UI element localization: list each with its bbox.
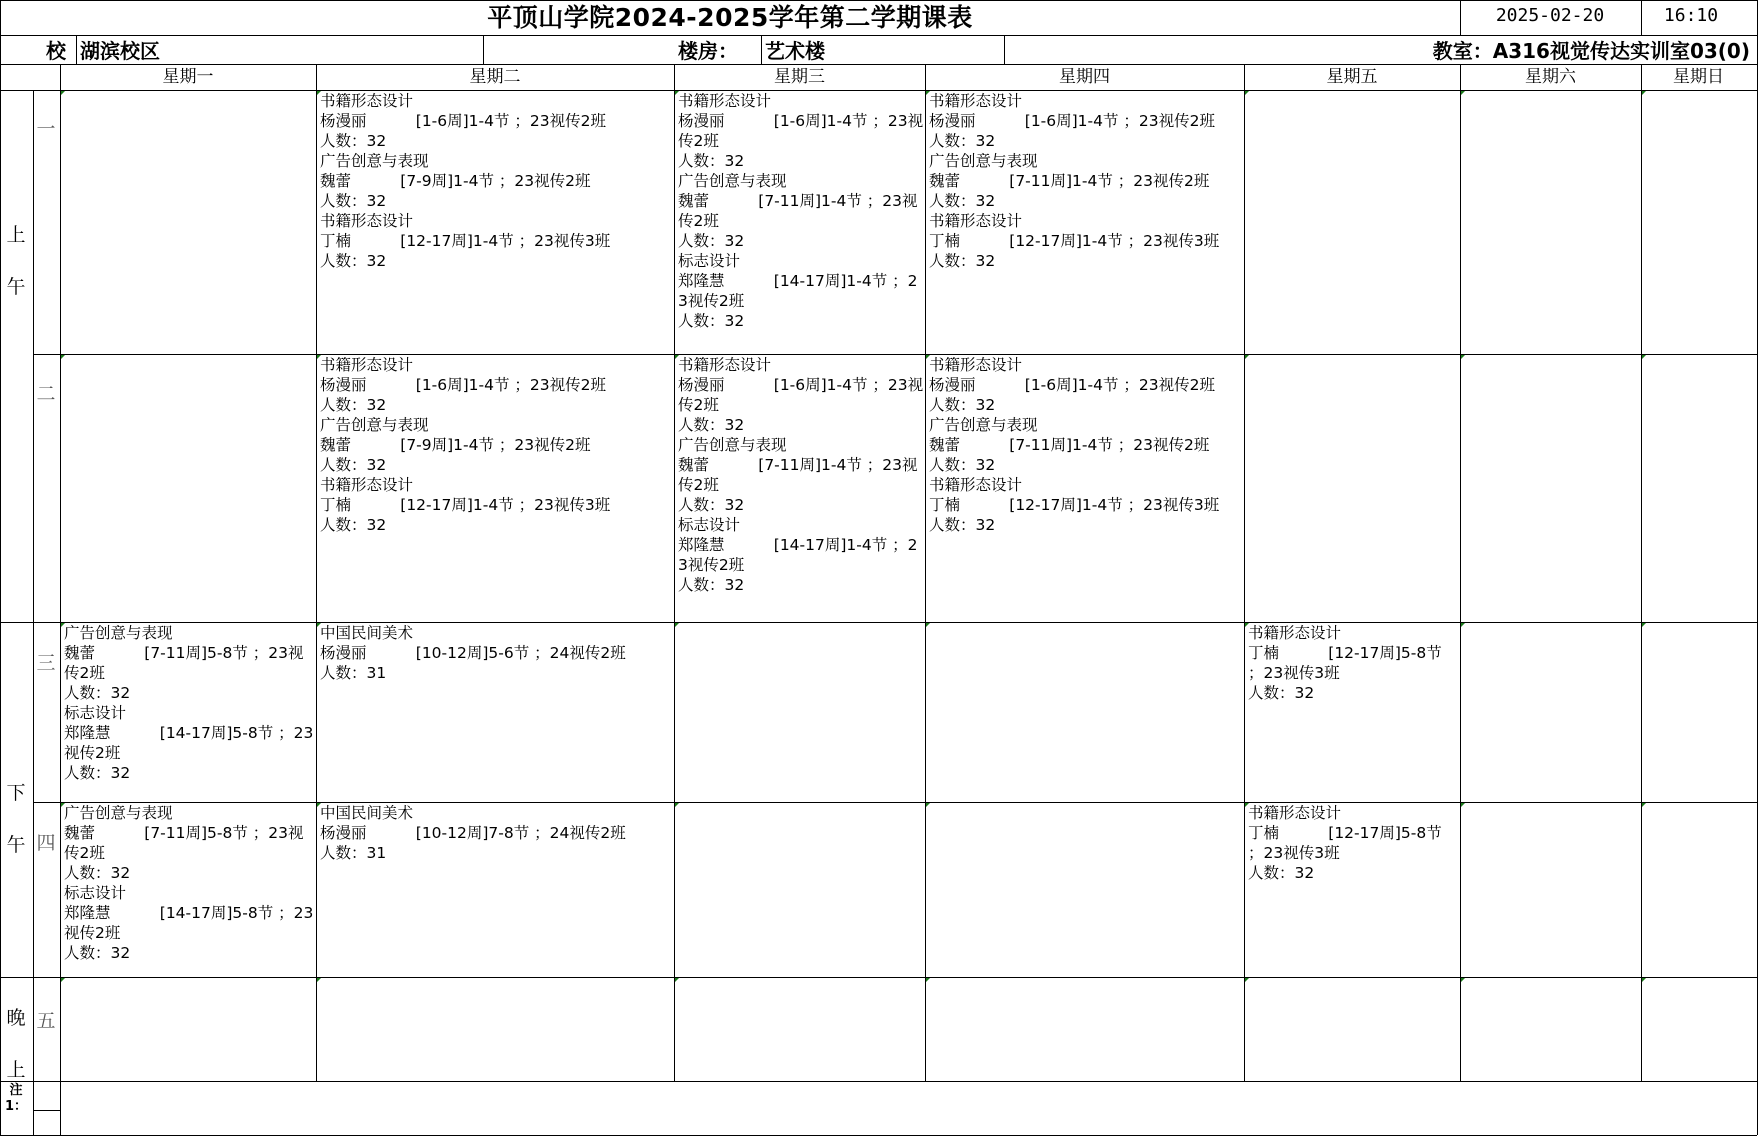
schedule-cell[interactable] — [1460, 91, 1641, 354]
page-title: 平顶山学院2024-2025学年第二学期课表 — [487, 3, 973, 32]
schedule-cell[interactable] — [925, 623, 1244, 802]
room-value: A316视觉传达实训室03(0) — [1492, 39, 1750, 63]
campus-label: 校 — [46, 39, 66, 63]
grid-line-v — [1641, 0, 1642, 35]
schedule-cell[interactable] — [316, 978, 674, 1081]
schedule-cell[interactable] — [316, 623, 674, 802]
cell-comment-marker — [1245, 623, 1249, 627]
schedule-cell[interactable] — [925, 803, 1244, 977]
building-value: 艺术楼 — [765, 39, 825, 63]
grid-line-v — [483, 35, 484, 64]
period-afternoon-char1: 下 — [6, 782, 26, 804]
slot-label-1: 一 — [36, 118, 56, 140]
cell-comment-marker — [1245, 803, 1249, 807]
grid-line-v — [1460, 64, 1461, 1081]
grid-line-v — [1244, 64, 1245, 1081]
slot-label-2: 二 — [36, 383, 56, 405]
cell-comment-marker — [926, 803, 930, 807]
grid-line-v — [1460, 0, 1461, 35]
grid-line-h — [33, 1110, 60, 1111]
day-header-4: 星期四 — [1059, 67, 1110, 87]
slot-label-5: 五 — [36, 1010, 56, 1032]
day-header-7: 星期日 — [1673, 67, 1724, 87]
cell-comment-marker — [1642, 978, 1646, 982]
cell-comment-marker — [317, 978, 321, 982]
grid-line-h — [33, 802, 1757, 803]
cell-comment-marker — [675, 355, 679, 359]
schedule-cell[interactable] — [60, 623, 316, 802]
course-entry-text: 广告创意与表现 魏蕾 [7-11周]5-8节 ；23视传2班 人数：32 标志设计 郑隆慧 [14-17周]5-8节 ；23视传2班 人数：32 — [64, 804, 314, 962]
course-entry-text: 书籍形态设计 杨漫丽 [1-6周]1-4节 ；23视传2班 人数：32 广告创意与表现 魏蕾 [7-11周]1-4节 ；23视传2班 人数：32 书籍形态设计 丁楠 [12-17周]1-4节 ；23视传3班 人数：32 — [929, 356, 1220, 534]
day-header-3: 星期三 — [774, 67, 825, 87]
grid-line-v — [60, 64, 61, 1135]
cell-comment-marker — [1642, 803, 1646, 807]
grid-line-h — [0, 64, 1757, 65]
course-entry-text: 广告创意与表现 魏蕾 [7-11周]5-8节 ；23视传2班 人数：32 标志设计 郑隆慧 [14-17周]5-8节 ；23视传2班 人数：32 — [64, 624, 314, 782]
schedule-cell[interactable] — [1460, 355, 1641, 622]
schedule-cell[interactable] — [1244, 978, 1460, 1081]
course-entry-text: 中国民间美术 杨漫丽 [10-12周]7-8节 ；24视传2班 人数：31 — [320, 804, 626, 862]
grid-line-v — [60, 1081, 61, 1135]
schedule-cell[interactable] — [60, 355, 316, 622]
schedule-cell[interactable] — [674, 978, 925, 1081]
campus-value: 湖滨校区 — [80, 39, 160, 63]
cell-comment-marker — [317, 355, 321, 359]
cell-comment-marker — [1461, 91, 1465, 95]
slot-label-3: 三 — [36, 652, 56, 674]
schedule-cell[interactable] — [316, 355, 674, 622]
schedule-cell[interactable] — [674, 91, 925, 354]
cell-comment-marker — [1642, 91, 1646, 95]
cell-comment-marker — [61, 978, 65, 982]
course-entry-text: 书籍形态设计 杨漫丽 [1-6周]1-4节 ；23视传2班 人数：32 广告创意与表现 魏蕾 [7-11周]1-4节 ；23视传2班 人数：32 标志设计 郑隆慧 [14-17周]1-4节 ；23视传2班 人数：32 — [678, 92, 924, 330]
print-time: 16:10 — [1663, 5, 1719, 26]
cell-comment-marker — [1461, 355, 1465, 359]
schedule-cell[interactable] — [1244, 623, 1460, 802]
schedule-cell[interactable] — [1641, 623, 1756, 802]
schedule-cell[interactable] — [674, 355, 925, 622]
cell-comment-marker — [61, 623, 65, 627]
cell-comment-marker — [317, 623, 321, 627]
grid-line-h — [0, 622, 1757, 623]
schedule-cell[interactable] — [60, 91, 316, 354]
cell-comment-marker — [61, 91, 65, 95]
schedule-cell[interactable] — [674, 623, 925, 802]
period-evening — [0, 1005, 32, 1083]
cell-comment-marker — [1245, 978, 1249, 982]
period-evening-char1: 晚 — [6, 1007, 26, 1029]
period-afternoon — [0, 780, 32, 858]
cell-comment-marker — [675, 978, 679, 982]
print-date: 2025-02-20 — [1495, 5, 1605, 26]
cell-comment-marker — [926, 355, 930, 359]
grid-line-h — [0, 0, 1757, 1]
cell-comment-marker — [926, 978, 930, 982]
course-entry-text: 书籍形态设计 杨漫丽 [1-6周]1-4节 ；23视传2班 人数：32 广告创意与表现 魏蕾 [7-11周]1-4节 ；23视传2班 人数：32 书籍形态设计 丁楠 [12-17周]1-4节 ；23视传3班 人数：32 — [929, 92, 1220, 270]
grid-line-v — [1641, 64, 1642, 1081]
schedule-cell[interactable] — [1244, 355, 1460, 622]
schedule-cell[interactable] — [1641, 355, 1756, 622]
period-morning-char1: 上 — [6, 224, 26, 246]
grid-line-h — [0, 977, 1757, 978]
schedule-cell[interactable] — [1244, 91, 1460, 354]
cell-comment-marker — [675, 803, 679, 807]
schedule-cell[interactable] — [1641, 803, 1756, 977]
grid-line-v — [925, 64, 926, 1081]
cell-comment-marker — [675, 91, 679, 95]
schedule-cell[interactable] — [1460, 803, 1641, 977]
grid-line-v — [761, 35, 762, 64]
cell-comment-marker — [61, 355, 65, 359]
period-afternoon-char2: 午 — [6, 834, 26, 856]
schedule-cell[interactable] — [1244, 803, 1460, 977]
slot-label-4: 四 — [36, 832, 56, 854]
cell-comment-marker — [317, 803, 321, 807]
grid-line-v — [33, 90, 34, 1135]
schedule-cell[interactable] — [674, 803, 925, 977]
grid-line-h — [0, 35, 1757, 36]
cell-comment-marker — [926, 623, 930, 627]
schedule-cell[interactable] — [316, 91, 674, 354]
schedule-cell[interactable] — [1641, 91, 1756, 354]
cell-comment-marker — [675, 623, 679, 627]
schedule-cell[interactable] — [60, 978, 316, 1081]
course-entry-text: 书籍形态设计 丁楠 [12-17周]5-8节 ；23视传3班 人数：32 — [1248, 624, 1442, 702]
room-label: 教室： — [1432, 39, 1493, 63]
schedule-cell[interactable] — [316, 803, 674, 977]
grid-line-h — [0, 1081, 1757, 1082]
grid-line-h — [0, 90, 1757, 91]
cell-comment-marker — [1461, 803, 1465, 807]
period-evening-char2: 上 — [6, 1059, 26, 1081]
cell-comment-marker — [1245, 355, 1249, 359]
day-header-5: 星期五 — [1326, 67, 1378, 87]
schedule-cell[interactable] — [925, 91, 1244, 354]
schedule-cell[interactable] — [1641, 978, 1756, 1081]
building-label: 楼房： — [678, 39, 738, 63]
course-entry-text: 中国民间美术 杨漫丽 [10-12周]5-6节 ；24视传2班 人数：31 — [320, 624, 626, 682]
period-morning — [0, 222, 32, 300]
course-entry-text: 书籍形态设计 丁楠 [12-17周]5-8节 ；23视传3班 人数：32 — [1248, 804, 1442, 882]
grid-line-h — [33, 354, 1757, 355]
cell-comment-marker — [1461, 978, 1465, 982]
schedule-cell[interactable] — [1460, 978, 1641, 1081]
cell-comment-marker — [1642, 623, 1646, 627]
course-entry-text: 书籍形态设计 杨漫丽 [1-6周]1-4节 ；23视传2班 人数：32 广告创意与表现 魏蕾 [7-9周]1-4节 ；23视传2班 人数：32 书籍形态设计 丁楠 [12-17周]1-4节 ；23视传3班 人数：32 — [320, 92, 611, 270]
course-entry-text: 书籍形态设计 杨漫丽 [1-6周]1-4节 ；23视传2班 人数：32 广告创意与表现 魏蕾 [7-9周]1-4节 ；23视传2班 人数：32 书籍形态设计 丁楠 [12-17周]1-4节 ；23视传3班 人数：32 — [320, 356, 611, 534]
schedule-cell[interactable] — [60, 803, 316, 977]
grid-line-v — [674, 64, 675, 1081]
grid-line-v — [316, 64, 317, 1081]
cell-comment-marker — [926, 91, 930, 95]
cell-comment-marker — [1245, 91, 1249, 95]
room-info — [1433, 38, 1750, 64]
cell-comment-marker — [317, 91, 321, 95]
note-label: 注1： — [4, 1083, 28, 1114]
schedule-cell[interactable] — [925, 978, 1244, 1081]
schedule-cell[interactable] — [1460, 623, 1641, 802]
day-header-1: 星期一 — [162, 67, 214, 87]
grid-line-v — [0, 0, 1, 1135]
schedule-cell[interactable] — [925, 355, 1244, 622]
day-header-2: 星期二 — [469, 67, 521, 87]
cell-comment-marker — [1461, 623, 1465, 627]
course-entry-text: 书籍形态设计 杨漫丽 [1-6周]1-4节 ；23视传2班 人数：32 广告创意与表现 魏蕾 [7-11周]1-4节 ；23视传2班 人数：32 标志设计 郑隆慧 [14-17周]1-4节 ；23视传2班 人数：32 — [678, 356, 924, 594]
grid-line-v — [76, 35, 77, 64]
cell-comment-marker — [61, 803, 65, 807]
cell-comment-marker — [1642, 355, 1646, 359]
day-header-6: 星期六 — [1525, 67, 1576, 87]
grid-line-v — [1004, 35, 1005, 64]
period-morning-char2: 午 — [6, 276, 26, 298]
